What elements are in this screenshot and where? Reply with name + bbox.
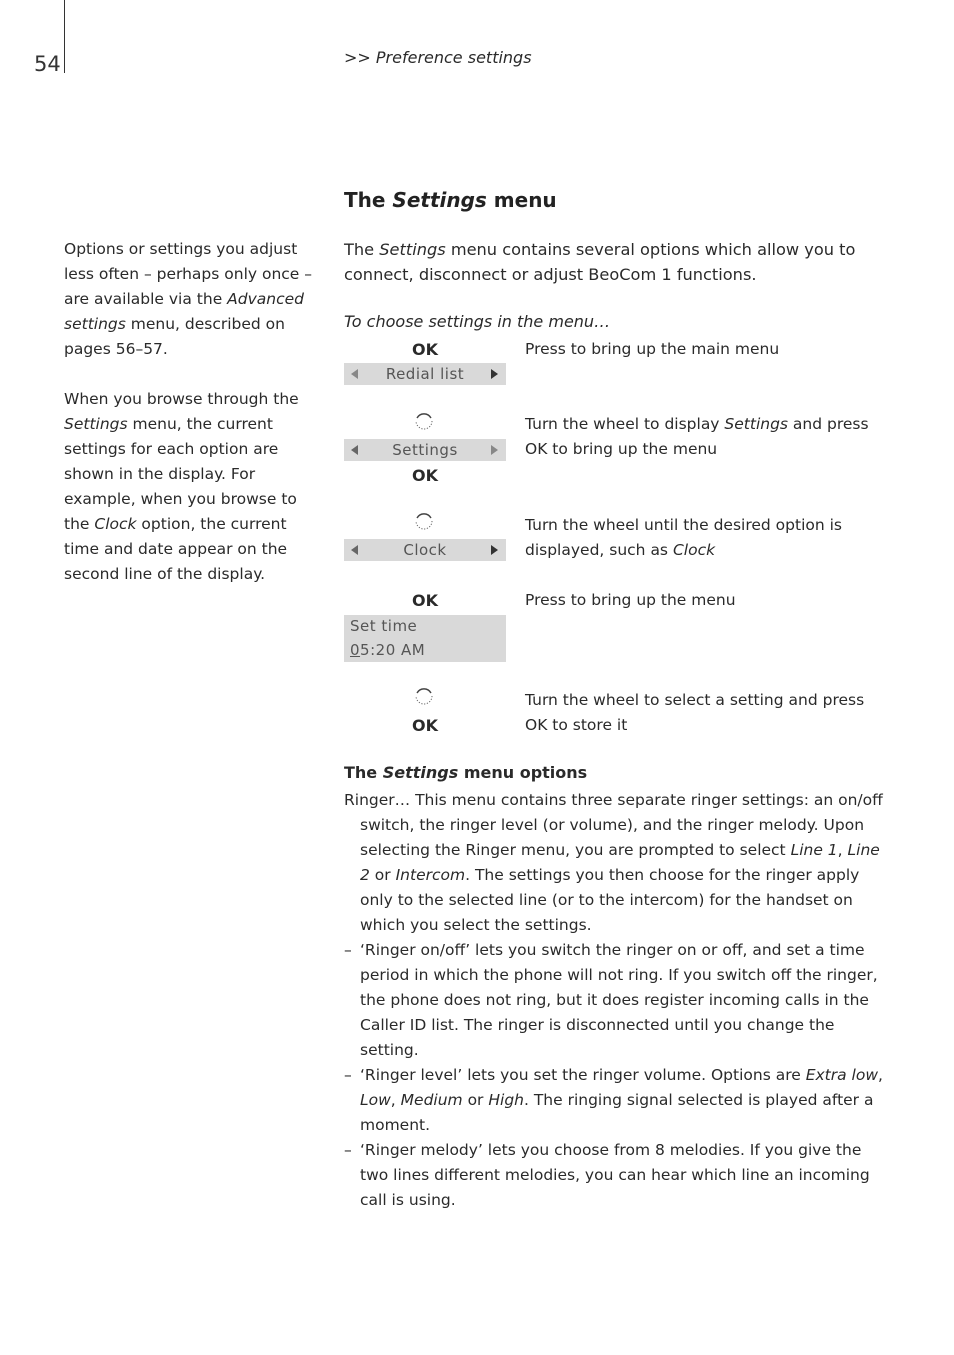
section-heading: The Settings menu bbox=[344, 188, 557, 212]
options-title: The Settings menu options bbox=[344, 763, 588, 782]
step-description-4: Press to bring up the menu bbox=[525, 591, 736, 609]
display-set-time bbox=[344, 615, 506, 662]
display-settings: Settings bbox=[344, 439, 506, 461]
display-clock: Clock bbox=[344, 539, 506, 561]
display-redial-list: Redial list bbox=[344, 363, 506, 385]
ok-label: OK bbox=[412, 716, 438, 735]
ok-label: OK bbox=[412, 340, 438, 359]
step-description-1: Press to bring up the main menu bbox=[525, 340, 780, 358]
steps-title: To choose settings in the menu… bbox=[344, 312, 611, 331]
list-item: – ‘Ringer melody’ lets you choose from 8 melodies. If you give the two lines different melodies, you can hear which line an incoming call is using. bbox=[344, 1141, 870, 1209]
intro-paragraph: The Settings menu contains several options which allow you to connect, disconnect or adjust BeoCom 1 functions. bbox=[344, 240, 856, 284]
page-rule bbox=[64, 0, 65, 73]
ok-label: OK bbox=[412, 591, 438, 610]
wheel-icon bbox=[414, 687, 434, 707]
step-description-2: Turn the wheel to display Settings and press OK to bring up the menu bbox=[525, 415, 869, 458]
arrow-right-icon bbox=[491, 369, 498, 379]
ringer-option: Ringer… This menu contains three separate ringer settings: an on/off switch, the ringer level (or volume), and the ringer melody. Upon selecting the Ringer menu, you are prompted to select Line 1, Line 2 or Intercom. The settings you then choose for the ringer apply only to the selected line (or to the intercom) for the handset on which you select the settings. bbox=[344, 791, 883, 934]
page-number: 54 bbox=[34, 52, 61, 76]
display-line-1: Set time bbox=[350, 617, 418, 635]
list-item: – ‘Ringer level’ lets you set the ringer volume. Options are Extra low, Low, Medium or High. The ringing signal selected is played after a moment. bbox=[344, 1066, 883, 1134]
ok-label: OK bbox=[412, 466, 438, 485]
sidebar-notes bbox=[64, 237, 326, 612]
step-description-3: Turn the wheel until the desired option is displayed, such as Clock bbox=[525, 516, 843, 559]
arrow-right-icon bbox=[491, 445, 498, 455]
options-list bbox=[344, 788, 889, 1213]
running-head: >> Preference settings bbox=[344, 48, 532, 67]
sidebar-paragraph-2: When you browse through the Settings menu, the current settings for each option are shown in the display. For example, when you browse to the Clock option, the current time and date appear on the second line of the display. bbox=[64, 390, 299, 583]
wheel-icon bbox=[414, 412, 434, 432]
step-description-5: Turn the wheel to select a setting and press OK to store it bbox=[525, 691, 865, 734]
display-line-2: 05:20 AM bbox=[350, 641, 426, 659]
arrow-right-icon bbox=[491, 545, 498, 555]
sidebar-paragraph-1: Options or settings you adjust less often – perhaps only once – are available via the Advanced settings menu, described on pages 56–57. bbox=[64, 240, 313, 358]
wheel-icon bbox=[414, 512, 434, 532]
list-item: – ‘Ringer on/off’ lets you switch the ringer on or off, and set a time period in which the phone will not ring. If you switch off the ringer, the phone does not ring, but it does register incoming calls in the Caller ID list. The ringer is disconnected until you change the setting. bbox=[344, 941, 878, 1059]
